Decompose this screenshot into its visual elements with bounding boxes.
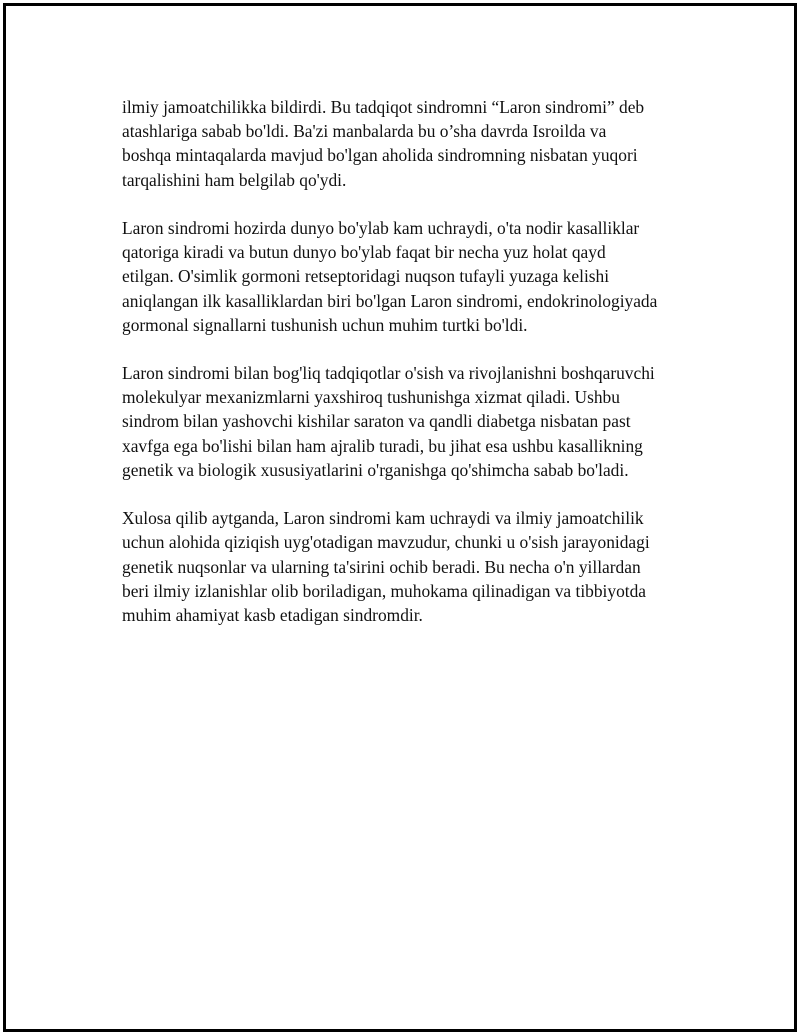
paragraph-3 — [122, 361, 702, 482]
text-line: Laron sindromi bilan bog'liq tadqiqotlar o'sish va rivojlanishni boshqaruvchi — [122, 363, 655, 384]
text-line: genetik va biologik xususiyatlarini o'rganishga qo'shimcha sabab bo'ladi. — [122, 459, 629, 480]
text-line: gormonal signallarni tushunish uchun muhim turtki bo'ldi. — [122, 314, 528, 335]
text-line: tarqalishini ham belgilab qo'ydi. — [122, 169, 347, 190]
text-line: Laron sindromi hozirda dunyo bo'ylab kam uchraydi, o'ta nodir kasalliklar — [122, 217, 640, 238]
text-line: aniqlangan ilk kasalliklardan biri bo'lgan Laron sindromi, endokrinologiyada — [122, 290, 658, 311]
paragraph-1 — [122, 95, 702, 192]
text-line: etilgan. O'simlik gormoni retseptoridagi nuqson tufayli yuzaga kelishi — [122, 266, 610, 287]
paragraph-2 — [122, 216, 702, 337]
text-line: muhim ahamiyat kasb etadigan sindromdir. — [122, 604, 423, 625]
text-line: sindrom bilan yashovchi kishilar saraton va qandli diabetga nisbatan past — [122, 411, 631, 432]
text-line: ilmiy jamoatchilikka bildirdi. Bu tadqiqot sindromni “Laron sindromi” deb — [122, 97, 645, 117]
text-line: Xulosa qilib aytganda, Laron sindromi kam uchraydi va ilmiy jamoatchilik — [122, 508, 644, 529]
text-line: xavfga ega bo'lishi bilan ham ajralib turadi, bu jihat esa ushbu kasallikning — [122, 435, 643, 456]
page-frame — [3, 3, 797, 1032]
text-line: molekulyar mexanizmlarni yaxshiroq tushunishga xizmat qiladi. Ushbu — [122, 387, 620, 408]
text-line: boshqa mintaqalarda mavjud bo'lgan aholida sindromning nisbatan yuqori — [122, 145, 638, 166]
text-line: genetik nuqsonlar va ularning ta'sirini ochib beradi. Bu necha o'n yillardan — [122, 556, 641, 577]
text-line: beri ilmiy izlanishlar olib boriladigan, muhokama qilinadigan va tibbiyotda — [122, 580, 647, 601]
text-line: uchun alohida qiziqish uyg'otadigan mavzudur, chunki u o'sish jarayonidagi — [122, 532, 650, 553]
text-line: qatoriga kiradi va butun dunyo bo'ylab faqat bir necha yuz holat qayd — [122, 242, 606, 263]
text-line: atashlariga sabab bo'ldi. Ba'zi manbalarda bu o’sha davrda Isroilda va — [122, 121, 607, 142]
paragraph-4 — [122, 506, 702, 627]
document-body — [122, 95, 702, 651]
